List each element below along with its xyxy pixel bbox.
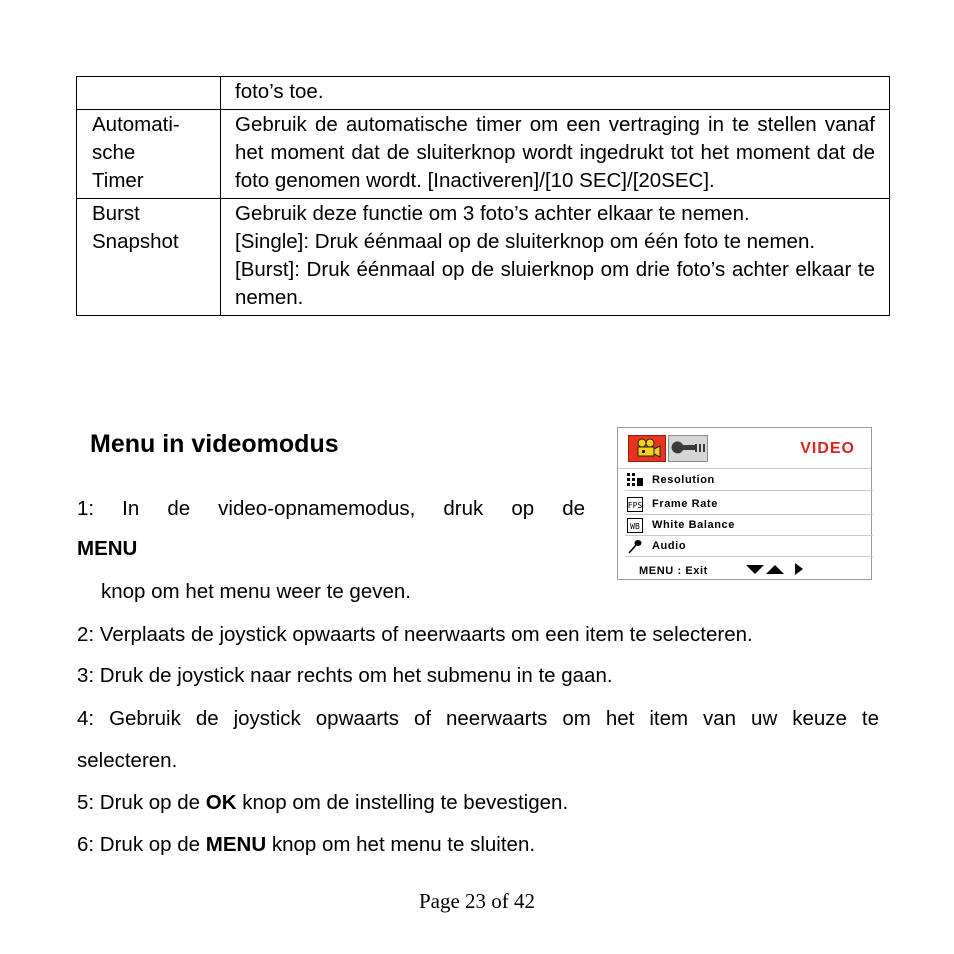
wrench-tab-icon (668, 435, 708, 462)
camera-menu-header (618, 428, 871, 469)
setting-name-cell (77, 77, 221, 110)
fps-icon (627, 497, 643, 512)
step-6-menu-word: MENU (205, 833, 267, 856)
settings-table-row (77, 110, 890, 199)
step-6-prefix: 6: Druk op de (77, 833, 206, 856)
step-5-prefix: 5: Druk op de (77, 791, 206, 814)
setting-name-line: Automati- (92, 113, 180, 136)
camera-menu-item-label: Frame Rate (652, 498, 718, 510)
setting-description-text: Gebruik deze functie om 3 foto’s achter elkaar te nemen. (235, 202, 750, 225)
settings-table-row (77, 77, 890, 110)
setting-name-line: Snapshot (92, 230, 179, 253)
setting-name-line: sche (92, 141, 136, 164)
setting-name-line: Timer (92, 169, 144, 192)
step-2: 2: Verplaats de joystick opwaarts of neerwaarts om een item te selecteren. (77, 623, 753, 646)
setting-description-cell (221, 110, 890, 199)
menu-exit-hint: MENU : Exit (639, 565, 708, 577)
step-1-menu-word: MENU (77, 537, 138, 560)
svg-text:WB: WB (630, 522, 640, 531)
video-camera-tab-icon (628, 435, 666, 462)
camera-menu-item-frame-rate (625, 494, 873, 515)
setting-description-cell (221, 199, 890, 316)
settings-table (76, 76, 890, 316)
step-5-ok-word: OK (205, 791, 237, 814)
step-1-continued: knop om het menu weer te geven. (101, 580, 411, 603)
camera-menu-item-white-balance (625, 515, 873, 536)
step-6-suffix: knop om het menu te sluiten. (266, 833, 536, 856)
step-5 (77, 789, 568, 817)
setting-description-text: [Burst]: Druk éénmaal op de sluierknop om drie foto’s achter elkaar te nemen. (235, 258, 875, 309)
settings-table-row (77, 199, 890, 316)
svg-text:FPS: FPS (627, 501, 643, 510)
setting-description-text: Gebruik de automatische timer om een vertraging in te stellen vanaf het moment dat de sluiterknop wordt ingedrukt tot het moment dat de foto genomen wordt. [Inactiveren]/[10 SEC]/[20SEC]. (235, 113, 875, 192)
camera-menu-item-label: Audio (652, 540, 687, 552)
setting-name-cell (77, 110, 221, 199)
setting-description-cell (221, 77, 890, 110)
step-3: 3: Druk de joystick naar rechts om het submenu in te gaan. (77, 664, 613, 687)
step-4: 4: Gebruik de joystick opwaarts of neerwaarts om het item van uw keuze te (77, 707, 879, 730)
navigation-arrows-icon (746, 562, 808, 576)
page-number: Page 23 of 42 (418, 889, 536, 913)
step-5-suffix: knop om de instelling te bevestigen. (236, 791, 569, 814)
microphone-icon (627, 539, 643, 554)
section-heading: Menu in videomodus (90, 430, 339, 458)
step-1: 1: In de video-opnamemodus, druk op de (77, 497, 585, 520)
camera-menu-item-audio (625, 536, 873, 557)
camera-menu-item-resolution (625, 470, 873, 491)
camera-menu-item-label: Resolution (652, 474, 715, 486)
setting-name-cell (77, 199, 221, 316)
setting-description-text: [Single]: Druk éénmaal op de sluiterknop om één foto te nemen. (235, 230, 816, 253)
camera-menu-item-label: White Balance (652, 519, 735, 531)
settings-table-body (77, 77, 890, 316)
video-mode-label: VIDEO (800, 440, 855, 457)
setting-name-line: Burst (92, 202, 140, 225)
setting-description-text: foto’s toe. (235, 80, 324, 103)
resolution-grid-icon (627, 473, 643, 488)
step-6 (77, 831, 535, 859)
white-balance-icon (627, 518, 643, 533)
camera-menu-screenshot (617, 427, 872, 580)
step-4-continued: selecteren. (77, 749, 178, 772)
